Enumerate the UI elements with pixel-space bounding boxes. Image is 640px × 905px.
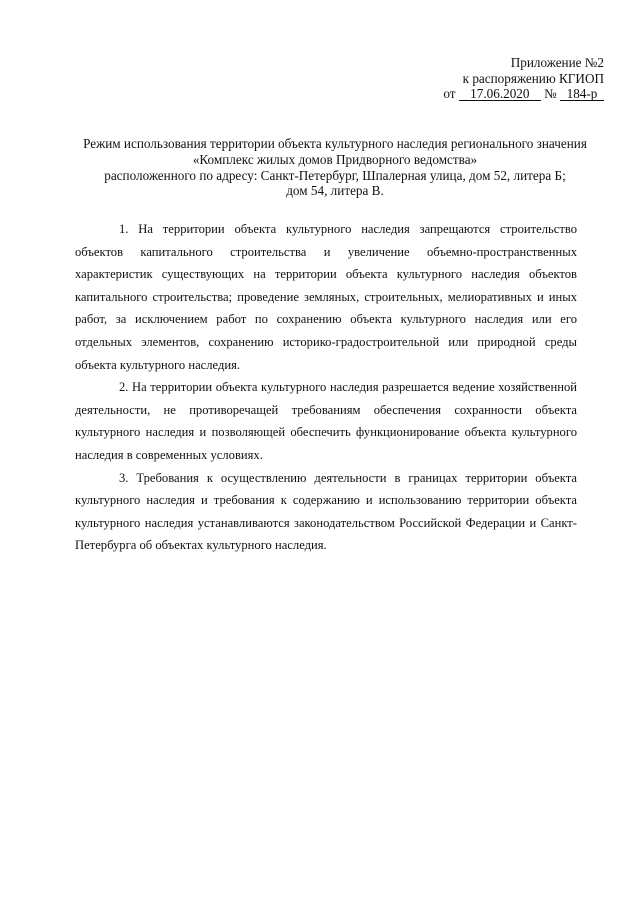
title-line-3: расположенного по адресу: Санкт-Петербург, Шпалерная улица, дом 52, литера Б;	[104, 167, 566, 183]
paragraph-2: 2. На территории объекта культурного наследия разрешается ведение хозяйственной деятельности, не противоречащей требованиям обеспечения сохранности объекта культурного наследия и позволяющей обеспечить функционирование объекта культурного наследия в современных условиях.	[75, 380, 577, 462]
title-line-1: Режим использования территории объекта культурного наследия регионального значения	[83, 136, 587, 151]
order-date: 17.06.2020	[459, 87, 541, 101]
appendix-date-number-line	[443, 86, 604, 102]
appendix-header	[443, 55, 604, 102]
title-line-4: дом 54, литера В.	[286, 183, 384, 199]
appendix-reference: к распоряжению КГИОП	[462, 70, 604, 86]
from-label: от	[443, 86, 456, 101]
order-number: 184-р	[560, 87, 604, 101]
document-title	[70, 136, 600, 199]
title-line-2: «Комплекс жилых домов Придворного ведомства»	[192, 151, 478, 167]
paragraph-1: 1. На территории объекта культурного наследия запрещаются строительство объектов капитального строительства и увеличение объемно-пространственных характеристик существующих на территории объекта культурного наследия объектов капитального строительства; проведение земляных, строительных, мелиоративных и иных работ, за исключением работ по сохранению объекта культурного наследия или его отдельных элементов, сохранению историко-градостроительной или природной среды объекта культурного наследия.	[75, 222, 577, 372]
paragraph-3: 3. Требования к осуществлению деятельности в границах территории объекта культурного наследия и требования к содержанию и использованию территории объекта культурного наследия устанавливаются законодательством Российской Федерации и Санкт-Петербурга об объектах культурного наследия.	[75, 470, 577, 553]
appendix-title: Приложение №2	[510, 55, 604, 70]
number-label: №	[544, 86, 557, 101]
document-body	[75, 218, 577, 557]
